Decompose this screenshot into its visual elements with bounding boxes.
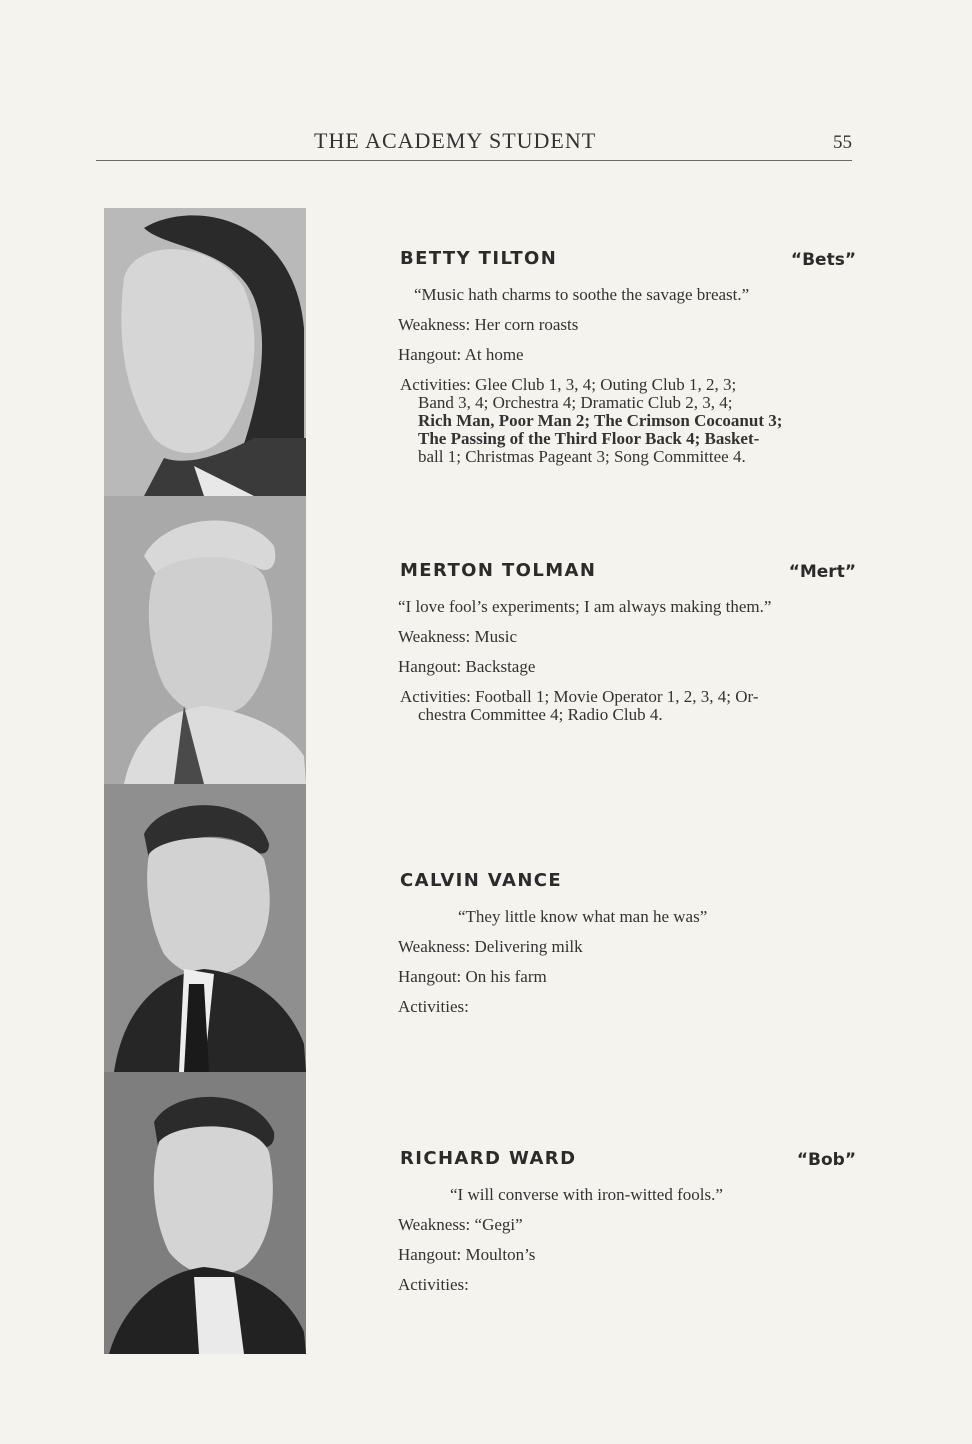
page-header (96, 128, 852, 164)
weakness-line: Weakness: Delivering milk (398, 937, 583, 956)
student-entry-calvin-vance (398, 870, 856, 1018)
portrait-photo-3 (104, 784, 306, 1073)
student-name: MERTON TOLMAN (400, 560, 597, 581)
student-quote: “They little know what man he was” (458, 907, 708, 926)
student-nickname: “Mert” (788, 562, 856, 582)
hangout-line: Hangout: At home (398, 345, 524, 364)
activities-label: Activities: (400, 687, 471, 706)
student-name: RICHARD WARD (400, 1148, 577, 1169)
activities-line: Rich Man, Poor Man 2; The Crimson Cocoanut 3; (418, 411, 783, 430)
activities-line: Football 1; Movie Operator 1, 2, 3, 4; Or- (475, 687, 759, 706)
hangout-line: Hangout: On his farm (398, 967, 547, 986)
portrait-photo-1 (104, 208, 306, 497)
student-nickname: “Bob” (796, 1150, 856, 1170)
header-rule (96, 160, 852, 161)
activities-label: Activities: (398, 1275, 469, 1294)
activities-label: Activities: (398, 997, 469, 1016)
student-name: CALVIN VANCE (400, 870, 563, 891)
activities-label: Activities: (400, 375, 471, 394)
portrait-strip (104, 208, 306, 1354)
activities-line: Band 3, 4; Orchestra 4; Dramatic Club 2, 3, 4; (418, 393, 733, 412)
activities-line: The Passing of the Third Floor Back 4; Basket- (418, 429, 760, 448)
student-nickname: “Bets” (790, 250, 856, 270)
student-quote: “I will converse with iron-witted fools.” (450, 1185, 723, 1204)
weakness-line: Weakness: “Gegi” (398, 1215, 523, 1234)
portrait-photo-2 (104, 496, 306, 785)
activities-line: chestra Committee 4; Radio Club 4. (418, 705, 663, 724)
activities-line: Glee Club 1, 3, 4; Outing Club 1, 2, 3; (475, 375, 737, 394)
page-number: 55 (833, 132, 852, 153)
activities-line: ball 1; Christmas Pageant 3; Song Committee 4. (418, 447, 746, 466)
student-entry-betty-tilton (398, 248, 856, 466)
student-quote: “I love fool’s experiments; I am always making them.” (398, 597, 772, 616)
portrait-photo-4 (104, 1072, 306, 1354)
student-entry-merton-tolman (398, 560, 856, 724)
student-quote: “Music hath charms to soothe the savage breast.” (414, 285, 750, 304)
student-entry-richard-ward (398, 1148, 856, 1296)
activities-block (398, 688, 856, 724)
hangout-line: Hangout: Backstage (398, 657, 536, 676)
hangout-line: Hangout: Moulton’s (398, 1245, 536, 1264)
running-title: THE ACADEMY STUDENT (314, 128, 597, 153)
student-name: BETTY TILTON (400, 248, 558, 269)
weakness-line: Weakness: Her corn roasts (398, 315, 579, 334)
weakness-line: Weakness: Music (398, 627, 518, 646)
activities-block (398, 376, 856, 466)
